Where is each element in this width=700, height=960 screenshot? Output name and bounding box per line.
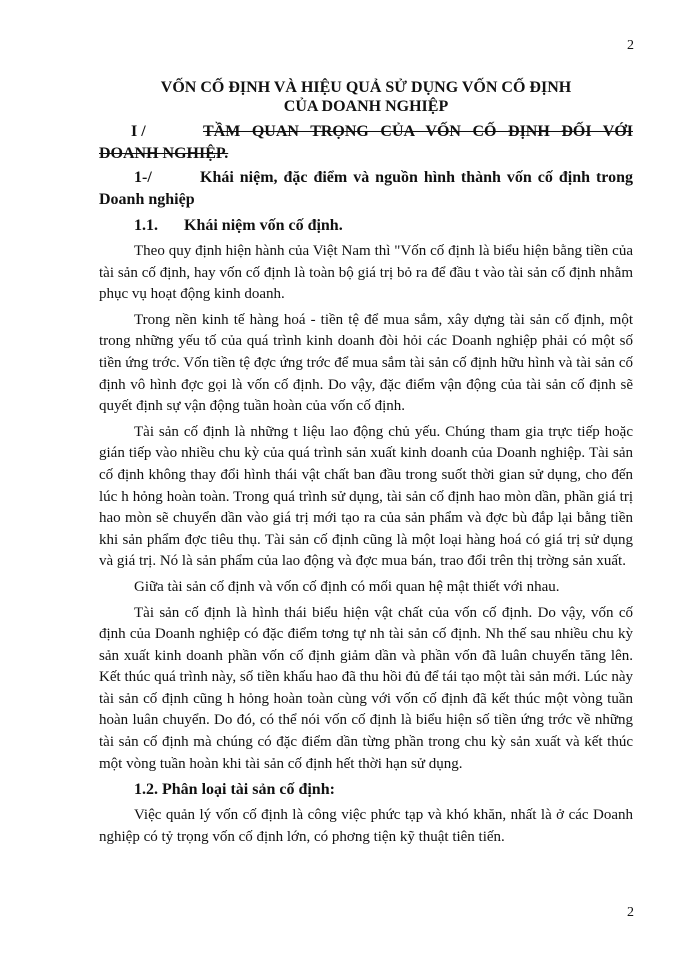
paragraph: Giữa tài sản cố định và vốn cố định có mối quan hệ mật thiết với nhau. — [134, 578, 560, 595]
paragraph: Tài sản cố định là những t liệu lao động chủ yếu. Chúng tham gia trực tiếp hoặc gián tiếp vào nhiều chu kỳ của quá trình sản xuất kinh doanh của Doanh nghiệp. Tài sản cố định không thay đổi hình thái vật chất ban đầu trong suốt thời gian sử dụng, cho đến lúc h hỏng hoàn toàn. Trong quá trình sử dụng, tài sản cố định hao mòn dần, phần giá trị hao mòn sẽ chuyển dần vào giá trị mới tạo ra của sản phẩm và đợc bù đắp lại bằng tiền khi sản phẩm đợc tiêu thụ. Tài sản cố định cũng là một loại hàng hoá có giá trị sử dụng và giá trị. Nó là sản phẩm của lao động và đợc mua bán, trao đổi trên thị trờng sản xuất. — [99, 423, 633, 570]
title-line-2: CỦA DOANH NGHIỆP — [283, 98, 449, 115]
paragraph: Việc quản lý vốn cố định là công việc phức tạp và khó khăn, nhất là ở các Doanh nghiệp có tỷ trọng vốn cố định lớn, có phơng tiện kỹ thuật tiên tiến. — [99, 807, 633, 845]
section-number: I / — [131, 123, 146, 140]
subsection-heading-1-1-1 — [99, 215, 633, 237]
subsection-title: 1.2. Phân loại tài sản cố định: — [134, 781, 335, 799]
section-heading-1 — [99, 121, 633, 165]
page-number-top: 2 — [627, 38, 634, 53]
subsection-heading-1-2 — [99, 779, 633, 801]
paragraph: Theo quy định hiện hành của Việt Nam thì "Vốn cố định là biểu hiện bằng tiền của tài sản cố định, hay vốn cố định là toàn bộ giá trị bỏ ra để đầu t vào tài sản cố định nhằm phục vụ hoạt động kinh doanh. — [99, 243, 633, 303]
subsection-heading-1-1 — [99, 167, 633, 211]
document-title — [99, 78, 633, 116]
subsection-number: 1.1. — [134, 217, 158, 234]
subsection-number: 1-/ — [134, 169, 152, 186]
page-number-bottom: 2 — [627, 905, 634, 920]
document-body — [99, 78, 633, 848]
subsection-title: Khái niệm vốn cố định. — [184, 217, 343, 234]
paragraph: Tài sản cố định là hình thái biểu hiện vật chất của vốn cố định. Do vậy, vốn cố định của Doanh nghiệp có đặc điểm tơng tự nh tài sản cố định. Nh thế sau nhiều chu kỳ sản xuất kinh doanh phần vốn cố định giảm dần và phần vốn đã luân chuyển tăng lên. Kết thúc quá trình này, số tiền khấu hao đã thu hồi đủ để tái tạo một tài sản mới. Lúc này tài sản cố định cũng h hỏng hoàn toàn cùng với vốn cố định đã kết thúc một vòng tuần hoàn luân chuyển. Do đó, có thể nói vốn cố định là biểu hiện số tiền ứng trớc về những tài sản cố định mà chúng có đặc điểm dần từng phần trong chu kỳ sản xuất và kết thúc một vòng tuần hoàn khi tài sản cố định hết thời hạn sử dụng. — [99, 604, 633, 772]
subsection-title: Khái niệm, đặc điểm và nguồn hình thành vốn cố định trong Doanh nghiệp — [99, 169, 633, 208]
title-line-1: VỐN CỐ ĐỊNH VÀ HIỆU QUẢ SỬ DỤNG VỐN CỐ ĐỊNH — [160, 79, 572, 96]
section-title: TẦM QUAN TRỌNG CỦA VỐN CỐ ĐỊNH ĐỐI VỚI DOANH NGHIỆP. — [99, 123, 633, 162]
paragraph: Trong nền kinh tế hàng hoá - tiền tệ để mua sắm, xây dựng tài sản cố định, một trong những yếu tố của quá trình kinh doanh đòi hỏi các Doanh nghiệp phải có một số tiền ứng trớc. Vốn tiền tệ đợc ứng trớc để mua sắm tài sản cố định hữu hình và tài sản cố định vô hình đợc gọi là vốn cố định. Do vậy, đặc điểm vận động của tài sản cố định sẽ quyết định sự vận động tuần hoàn của vốn cố định. — [99, 311, 633, 415]
